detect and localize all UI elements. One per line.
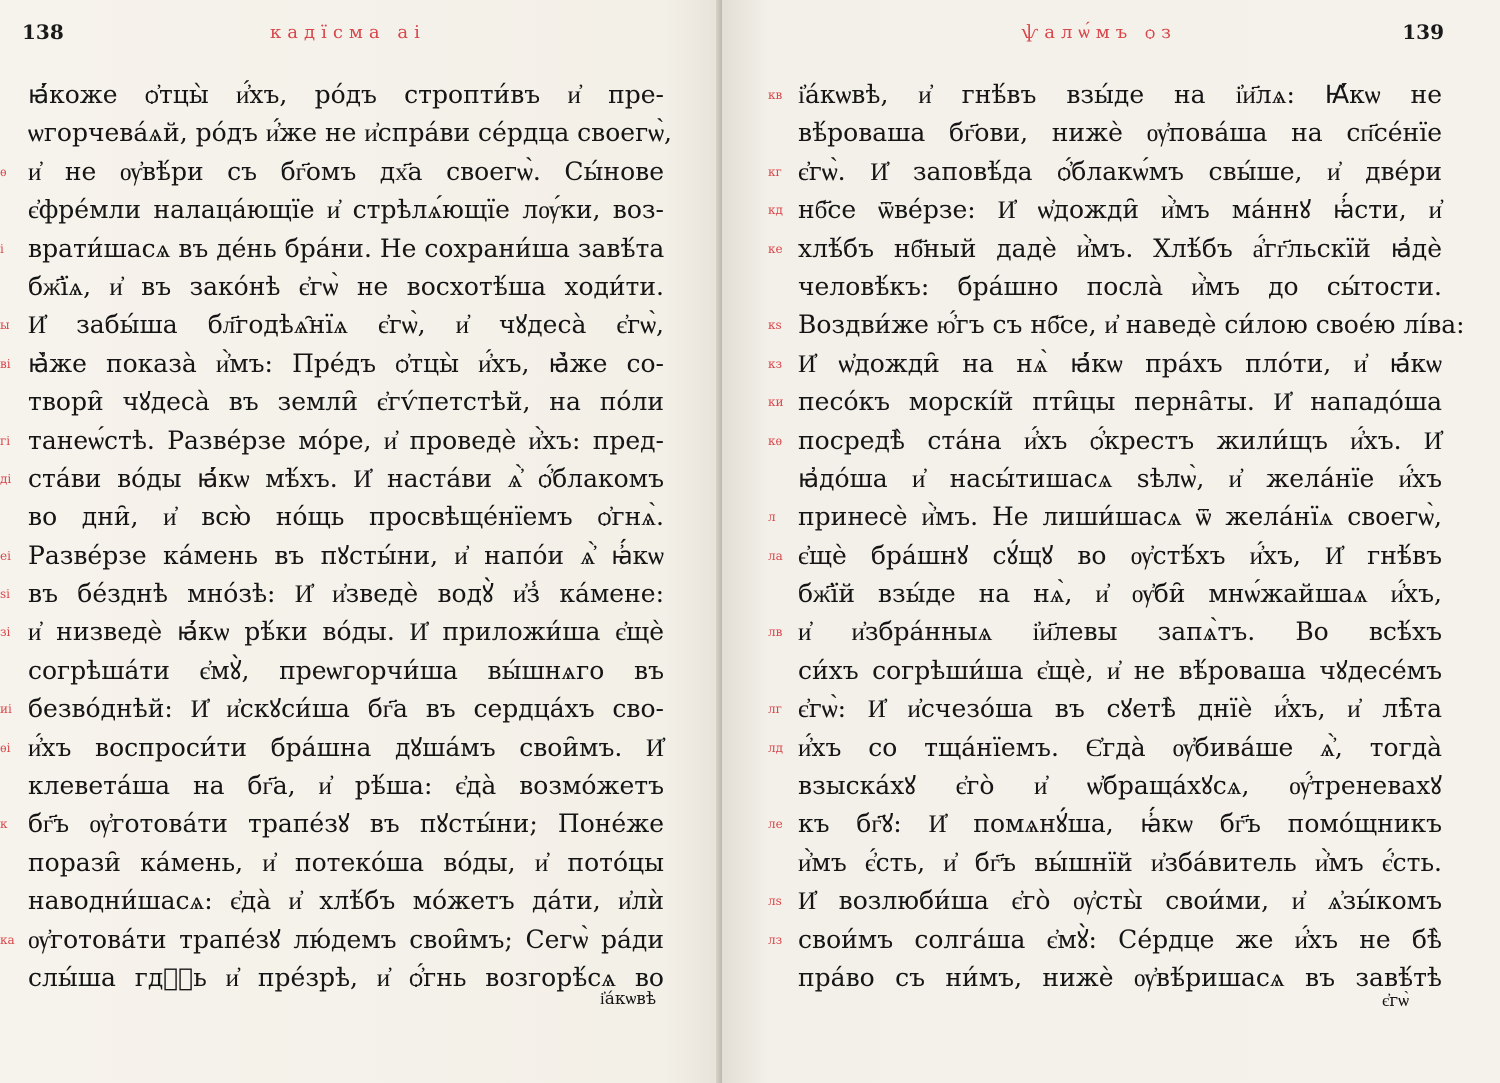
line-text: танеѡ́стѣ. Разве́рзе мо́ре, и҆ проведѐ и҆̀хъ: пред- — [28, 425, 664, 455]
verse-number: кѕ — [768, 318, 782, 333]
verse-number: ѕі — [0, 587, 10, 602]
verse-number: ка — [0, 932, 15, 947]
text-line — [772, 844, 1442, 882]
line-text: Воздви́же ю҆́гъ съ нб҃се, и҆ наведѐ си́лою свое́ю лі́ва: — [798, 310, 1465, 340]
verse-number: к — [0, 817, 8, 832]
line-text: и҆̀мъ є҆́сть, и҆ бг҃ъ вы́шнїй и҆зба́витель и҆̀мъ є҆́сть. — [798, 847, 1442, 877]
line-text: и҆ и҆збра́нныѧ і҆и҃левы запѧ̀тъ. Во всѣ́хъ — [798, 617, 1442, 647]
text-line — [24, 76, 664, 114]
verse-number: л — [768, 510, 776, 525]
verse-number: ѳ — [0, 164, 7, 179]
text-line — [24, 767, 664, 805]
text-line — [24, 844, 664, 882]
text-line — [24, 383, 664, 421]
line-text: порази̑ ка́мень, и҆ потеко́ша во́ды, и҆ пото́цы — [28, 847, 664, 877]
line-text: ѡгорчева́ѧй, ро́дъ и҆́же не и҆спра́ви се́рдца своегѡ̀, — [28, 118, 672, 148]
verse-number: кв — [768, 88, 783, 102]
line-text: твори̑ чꙋдеса̀ въ земли̑ є҆гѵ́петстѣй, на по́ли — [28, 387, 664, 417]
line-text: вѣ́роваша бг҃ови, нижѐ ѹ҆пова́ша на сп҃се́нїе — [798, 118, 1442, 148]
line-text: і҆а́кѡвѣ, и҆ гнѣ́въ взы́де на і҆и҃лѧ: Ꙗ҆́кѡ не — [798, 80, 1442, 109]
line-text: є҆фре́мли налацáющїе и҆ стрѣлѧ́ющїе лѹ́ки, воз- — [28, 195, 664, 225]
running-header: кадїсма аі — [270, 22, 426, 43]
line-text: ѹ҆готова́ти трапе́зꙋ лю́демъ свои̑мъ; Сегѡ̀ ра́ди — [28, 924, 664, 954]
line-text: врати́шасѧ въ де́нь бра́ни. Не сохрани́ша завѣ́та — [28, 233, 665, 263]
line-text: и҆́хъ воспроси́ти бра́шна дꙋша́мъ свои̑мъ. И҆ — [28, 732, 664, 762]
text-block — [768, 76, 1465, 997]
text-line — [24, 959, 664, 997]
page-number: 139 — [1402, 20, 1444, 44]
line-text: слы́ша гдⷭ҇ь и҆ пре́зрѣ, и҆ ѻ҆́гнь возгорѣ́сѧ во — [28, 962, 664, 992]
text-line — [24, 652, 664, 690]
text-line — [0, 345, 664, 383]
verse-number: зі — [0, 625, 11, 640]
text-line — [24, 268, 664, 306]
line-text: ꙗ҆до́ша и҆ насы́тишасѧ ѕѣлѡ̀, и҆ жела́нїе и҆́хъ — [798, 463, 1442, 493]
verse-number: ді — [0, 471, 12, 486]
text-line — [768, 345, 1442, 383]
line-text: є҆гѡ̀: И҆ и҆счезо́ша въ сꙋетѣ̀ днїѐ и҆́хъ, и҆ лѣ̑та — [798, 694, 1442, 724]
text-line — [768, 882, 1442, 920]
text-line — [768, 306, 1465, 344]
text-line — [0, 805, 664, 843]
line-text: и҆ низведѐ ꙗ҆́кѡ рѣ́ки во́ды. И҆ приложи́ша є҆щѐ — [28, 617, 664, 647]
left-page — [0, 0, 722, 1083]
verse-number: иі — [0, 702, 12, 717]
right-page — [722, 0, 1500, 1083]
line-text: И҆ забы́ша бл҃годѣѧ̑нїѧ є҆гѡ̀, и҆ чꙋдеса̀ є҆гѡ̀, — [28, 310, 664, 340]
text-line — [24, 114, 672, 152]
line-text: ꙗ҆́коже ѻ҆тцы̀ и҆́хъ, ро́дъ стропти́въ и҆ пре- — [28, 80, 664, 109]
text-line — [772, 460, 1442, 498]
text-block — [0, 76, 672, 997]
verse-number: кз — [768, 356, 783, 371]
catchword: є҆гѡ̀ — [1382, 991, 1409, 1011]
line-text: взыска́хꙋ є҆го̀ и҆ ѡ҆браща́хꙋсѧ, ѹ҆́треневахꙋ — [798, 771, 1442, 801]
text-line — [768, 537, 1442, 575]
line-text: и҆ не ѹ҆вѣ́ри съ бг҃омъ дх҃а своегѡ̀. Сы́нове — [28, 156, 664, 186]
text-line — [768, 498, 1442, 536]
page-number: 138 — [22, 20, 64, 44]
line-text: бг҃ъ ѹ҆готова́ти трапе́зꙋ въ пꙋсты́ни; Поне́же — [28, 809, 664, 839]
line-text: безво́днѣй: И҆ и҆скꙋси́ша бг҃а въ сердца́хъ сво- — [28, 694, 664, 724]
line-text: си́хъ согрѣши́ша є҆щѐ, и҆ не вѣ́роваша чꙋдесе́мъ — [798, 655, 1442, 685]
verse-number: лв — [768, 625, 783, 640]
verse-number: ке — [768, 241, 783, 256]
text-line — [768, 921, 1442, 959]
text-line — [0, 613, 664, 651]
line-text: нб҃се ѿве́рзе: И҆ ѡ҆дожди̑ и҆̀мъ ма́ннꙋ ꙗ҆́сти, и҆ — [798, 195, 1442, 225]
line-text: хлѣ́бъ нб҃ный дадѐ и҆̀мъ. Хлѣ́бъ а҆́гг҃льскїй ꙗ҆дѐ — [798, 233, 1442, 263]
text-line — [768, 805, 1442, 843]
verse-number: і — [0, 241, 4, 256]
text-line — [0, 690, 664, 728]
catchword: і҆а́кѡвѣ — [600, 989, 657, 1009]
text-line — [768, 76, 1442, 114]
line-text: бж҃їй взы́де на нѧ̀, и҆ ѹ҆би̑ мнѡ́жайшаѧ и҆́хъ, — [798, 579, 1442, 609]
text-line — [768, 191, 1442, 229]
text-line — [0, 537, 664, 575]
verse-number: лѕ — [768, 894, 782, 909]
verse-number: ѳі — [0, 740, 11, 755]
text-line — [768, 153, 1442, 191]
verse-number: лд — [768, 740, 784, 755]
verse-number: ві — [0, 356, 11, 371]
line-text: песо́къ морскі́й пти̑цы перна̑ты. И҆ нападо́ша — [798, 387, 1442, 417]
text-line — [0, 460, 664, 498]
line-text: къ бг҃ꙋ: И҆ помѧнꙋ́ша, ꙗ҆́кѡ бг҃ъ помо́щникъ — [798, 809, 1442, 839]
text-line — [768, 729, 1442, 767]
text-line — [0, 729, 664, 767]
line-text: И҆ возлюби́ша є҆го̀ ѹ҆сты̀ свои́ми, и҆ ѧ҆зы́комъ — [798, 886, 1442, 916]
text-line — [0, 230, 665, 268]
line-text: є҆щѐ бра́шнꙋ сꙋ́щꙋ во ѹ҆стѣ́хъ и҆́хъ, И҆ гнѣ́въ — [798, 540, 1442, 570]
text-line — [768, 613, 1442, 651]
verse-number: ы — [0, 318, 10, 333]
text-line — [768, 383, 1442, 421]
verse-number: лг — [768, 702, 782, 717]
text-line — [768, 422, 1442, 460]
text-line — [0, 422, 664, 460]
line-text: Разве́рзе ка́мень въ пꙋсты́ни, и҆ напо́и ѧ҆̀ ꙗ҆́кѡ — [28, 540, 664, 570]
text-line — [772, 652, 1442, 690]
verse-number: еі — [0, 548, 11, 563]
line-text: клевета́ша на бг҃а, и҆ рѣ́ша: є҆да̀ возмо́жетъ — [28, 771, 664, 801]
line-text: принесѐ и҆̀мъ. Не лиши́шасѧ ѿ жела́нїѧ своегѡ̀, — [798, 502, 1442, 532]
verse-number: ки — [768, 395, 784, 410]
line-text: бж҃їѧ, и҆ въ зако́нѣ є҆гѡ̀ не восхотѣ́ша ходи́ти. — [28, 271, 664, 301]
line-text: согрѣша́ти є҆мꙋ̀, преѡгорчи́ша вы́шнѧго въ — [28, 655, 664, 685]
line-text: И҆ ѡ҆дожди̑ на нѧ̀ ꙗ҆́кѡ пра́хъ пло́ти, и҆ ꙗ҆́кѡ — [798, 348, 1442, 378]
line-text: во дни̑, и҆ всю̀ но́щь просвѣще́нїемъ ѻ҆гнѧ̀. — [28, 502, 664, 532]
text-line — [772, 114, 1442, 152]
text-line — [772, 959, 1442, 997]
verse-number: кг — [768, 164, 782, 179]
text-line — [772, 268, 1442, 306]
verse-number: кд — [768, 203, 783, 218]
text-line — [772, 767, 1442, 805]
verse-number: лз — [768, 932, 783, 947]
text-line — [768, 690, 1442, 728]
line-text: є҆гѡ̀. И҆ заповѣ́да ѻ҆́блакѡ́мъ свы́ше, и҆ две́ри — [798, 156, 1442, 186]
line-text: ꙗ҆̀же показа̀ и҆̀мъ: Пре́дъ ѻ҆тцы̀ и҆́хъ, ꙗ҆̀же со- — [28, 348, 664, 378]
text-line — [24, 882, 664, 920]
text-line — [0, 306, 664, 344]
line-text: наводни́шасѧ: є҆да̀ и҆ хлѣ́бъ мо́жетъ да́ти, и҆лѝ — [28, 886, 664, 916]
text-line — [768, 230, 1442, 268]
text-line — [0, 575, 664, 613]
text-line — [24, 191, 664, 229]
text-line — [0, 153, 664, 191]
line-text: посредѣ̀ ста́на и҆́хъ ѻ҆́крестъ жили́щъ и҆́хъ. И҆ — [798, 425, 1442, 455]
line-text: пра́во съ ни́мъ, нижѐ ѹ҆вѣ́ришасѧ въ завѣ́тѣ — [798, 962, 1442, 992]
line-text: въ бе́зднѣ мно́зѣ: И҆ и҆зведѐ водꙋ̀ и҆з̾ ка́мене: — [28, 579, 664, 609]
verse-number: гі — [0, 433, 11, 448]
running-header: ѱалѡ́мъ ѻз — [1022, 22, 1177, 43]
line-text: человѣ́къ: бра́шно посла̀ и҆̀мъ до сы́тости. — [798, 271, 1442, 301]
text-line — [0, 921, 664, 959]
text-line — [772, 575, 1442, 613]
line-text: и҆́хъ со тща́нїемъ. Є҆гда̀ ѹ҆бива́ше ѧ҆̀, тогда̀ — [798, 732, 1442, 762]
text-line — [24, 498, 664, 536]
verse-number: ле — [768, 817, 783, 832]
verse-number: ла — [768, 548, 783, 563]
line-text: свои́мъ солга́ша є҆мꙋ̀: Се́рдце же и҆́хъ не бѣ̀ — [798, 924, 1442, 954]
verse-number: кѳ — [768, 433, 783, 448]
line-text: ста́ви во́ды ꙗ҆́кѡ мѣ́хъ. И҆ наста́ви ѧ҆̀ ѻ҆́блакомъ — [28, 463, 664, 493]
